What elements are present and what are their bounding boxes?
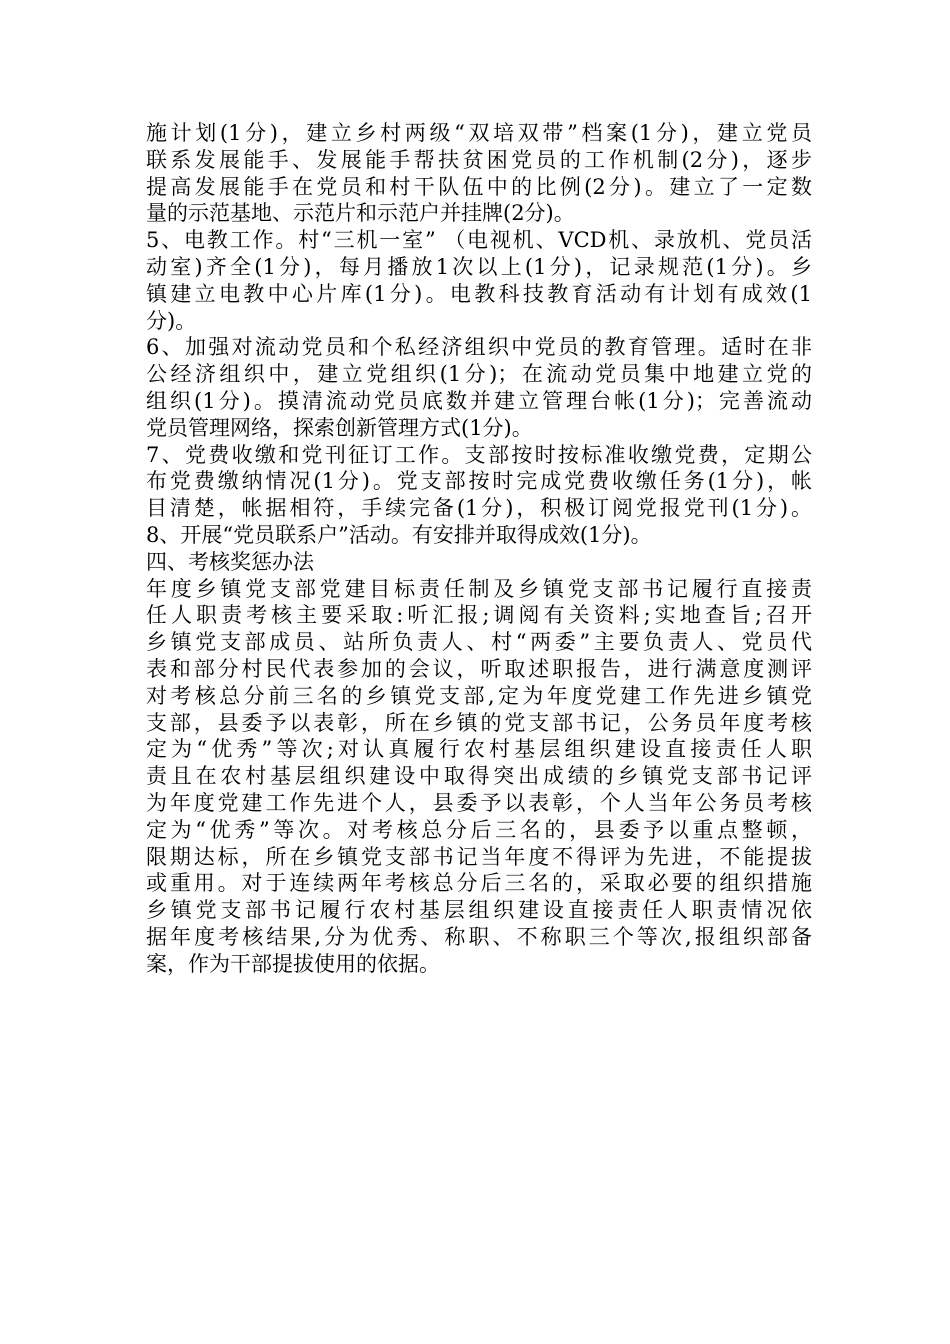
text-line: 施计划(1分)，建立乡村两级“双培双带”档案(1分)，建立党员 (146, 121, 812, 145)
text-line: 案，作为干部提拔使用的依据。 (146, 951, 440, 976)
text-line: 党员管理网络，探索创新管理方式(1分)。 (146, 415, 533, 440)
text-line: 提高发展能手在党员和村干队伍中的比例(2分)。建立了一定数 (146, 174, 812, 199)
text-line: 任人职责考核主要采取:听汇报;调阅有关资料;实地查旨;召开 (146, 603, 812, 628)
text-line: 四、考核奖惩办法 (146, 549, 314, 574)
text-line: 责且在农村基层组织建设中取得突出成绩的乡镇党支部书记评 (146, 764, 812, 789)
text-line: 分)。 (146, 308, 197, 333)
text-line: 表和部分村民代表参加的会议，听取述职报告，进行满意度测评 (146, 656, 812, 681)
text-line: 8、开展“党员联系户”活动。有安排并取得成效(1分)。 (146, 522, 652, 547)
text-line: 对考核总分前三名的乡镇党支部,定为年度党建工作先进乡镇党 (146, 683, 812, 708)
text-line: 限期达标，所在乡镇党支部书记当年度不得评为先进，不能提拔 (146, 844, 812, 869)
text-line: 联系发展能手、发展能手帮扶贫困党员的工作机制(2分)，逐步 (146, 147, 812, 172)
text-line: 乡镇党支部成员、站所负责人、村“两委”主要负责人、党员代 (146, 630, 812, 655)
text-line: 目清楚，帐据相符，手续完备(1分)，积极订阅党报党刊(1分)。 (146, 496, 812, 521)
text-line: 据年度考核结果,分为优秀、称职、不称职三个等次,报组织部备 (146, 924, 812, 949)
text-line: 定为“优秀”等次。对考核总分后三名的，县委予以重点整顿， (146, 817, 812, 842)
text-line: 乡镇党支部书记履行农村基层组织建设直接责任人职责情况依 (146, 898, 812, 923)
text-line: 定为“优秀”等次;对认真履行农村基层组织建设直接责任人职 (146, 737, 812, 762)
text-line: 5、电教工作。村“三机一室” （电视机、VCD机、录放机、党员活 (146, 228, 812, 253)
text-line: 年度乡镇党支部党建目标责任制及乡镇党支部书记履行直接责 (146, 576, 812, 601)
document-body (146, 120, 812, 978)
text-line: 布党费缴纳情况(1分)。党支部按时完成党费收缴任务(1分)，帐 (146, 469, 812, 494)
text-line: 或重用。对于连续两年考核总分后三名的，采取必要的组织措施 (146, 871, 812, 896)
text-line: 量的示范基地、示范片和示范户并挂牌(2分)。 (146, 201, 575, 226)
text-line: 动室)齐全(1分)，每月播放1次以上(1分)，记录规范(1分)。乡 (146, 254, 812, 279)
text-line: 7、党费收缴和党刊征订工作。支部按时按标准收缴党费，定期公 (146, 442, 812, 467)
text-line: 6、加强对流动党员和个私经济组织中党员的教育管理。适时在非 (146, 335, 812, 360)
text-line: 镇建立电教中心片库(1分)。电教科技教育活动有计划有成效(1 (146, 281, 812, 306)
text-line: 为年度党建工作先进个人，县委予以表彰，个人当年公务员考核 (146, 790, 812, 815)
text-line: 公经济组织中，建立党组织(1分)；在流动党员集中地建立党的 (146, 362, 812, 387)
text-line: 组织(1分)。摸清流动党员底数并建立管理台帐(1分)；完善流动 (146, 388, 812, 413)
text-line: 支部，县委予以表彰，所在乡镇的党支部书记，公务员年度考核 (146, 710, 812, 735)
